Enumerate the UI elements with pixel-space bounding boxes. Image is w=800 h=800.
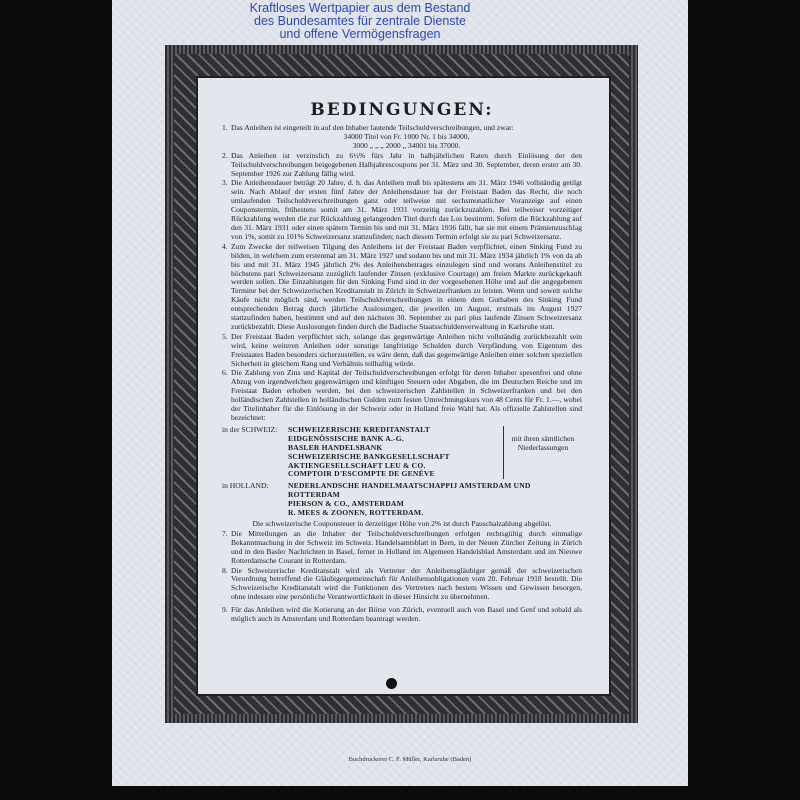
conditions-text (222, 100, 582, 690)
condition-number: 8. (222, 565, 228, 575)
condition-number: 7. (222, 528, 228, 538)
condition-text: Die Mitteilungen an die Inhaber der Teilschuldverschreibungen erfolgen rechtsgültig durch einmalige Bekanntmachung in der Schweiz im Schweiz. Handelsamtsblatt in Bern, in der Neuen Zürcher Zeitung in Zürich und in den Basler Nachrichten in Basel, ferner in Holland im Algemeen Handelsblad Amsterdam und im Nieuwe Rotterdamsche Courant in Rotterdam. (231, 528, 582, 565)
condition-text: Die Schweizerische Kreditanstalt wird als Vertreter der Anleihensgläubiger gemäß der schweizerischen Verordnung betreffend die Gläubigergemeinschaft für Anleihensobligationen vom 20. Februar 1918 bestellt. Die Schweizerische Kreditanstalt wird die Funktionen des Vertreters nach bestem Wissen und Gewissen besorgen, ohne indessen eine persönliche Verantwortlichkeit in dieser Hinsicht zu übernehmen. (231, 565, 582, 602)
branches-note: mit ihren sämtlichen Niederlassungen (503, 426, 582, 479)
bank-name: SCHWEIZERISCHE KREDITANSTALT (288, 424, 430, 434)
condition-text: Zum Zwecke der teilweisen Tilgung des Anleihens ist der Freistaat Baden verpflichtet, einen Sinking Fund zu bilden, in welchem zum erstenmal am 31. März 1927 und sodann bis und mit 31. März 1934 jährlich 1% von da ab bis und mit 31. März 1945 jährlich 2% des Anleihensbetrages einzulegen sind und worans Anleihenstitel zu höchstens pari Schweizersanz zuzüglich laufender Zinsen (exklusive Courtage) am freien Markte zurückgekauft werden sollen. Die Einzahlungen für den Sinking Fund sind in der vorgesehenen Höhe und auf die angegebenen Termine bei der Schweizerischen Kreditanstalt in Zürich in Schweizerfranken zu leisten. Wenn und soweit solche Käufe nicht möglich sind, werden Teilschuldverschreibungen in einem dem Guthaben des Sinking Fund entsprechenden Betrag durch jährliche Auslosungen, die jeweilen im August, erstmals im August 1927 stattzufinden haben, bestimmt und auf den nächsten 30. September zu pari plus laufende Zinsen Schweizersanz zurückbezahlt. Diese Auslosungen finden durch die Badische Staatsschuldenverwaltung in Karlsruhe statt. (231, 241, 582, 331)
bank-list (288, 482, 582, 518)
condition-text: Der Freistaat Baden verpflichtet sich, solange das gegenwärtige Anleihen nicht vollständig zurückbezahlt sein wird, keine weiteren Anleihen oder sonstige langfristige Schulden durch Verpfändung von Eigentum des Freistaates Baden besonders sicherzustellen, es wäre denn, daß das gegenwärtige Anleihen einer solchen speziellen Sicherheit in gleichem Rang und Verhältnis teilhaftig würde. (231, 331, 582, 368)
tranche-line: 3000 „ „ „ 2000 „ 34001 bis 37000. (352, 140, 461, 150)
document-title: BEDINGUNGEN: (310, 100, 494, 120)
bank-name: NEDERLANDSCHE HANDELMAATSCHAPPIJ AMSTERDAM UND ROTTERDAM (288, 481, 531, 500)
bank-name: SCHWEIZERISCHE BANKGESELLSCHAFT (288, 451, 450, 461)
condition-item-2 (222, 152, 582, 179)
condition-number: 1. (222, 123, 228, 132)
stamp-line-1: Kraftloses Wertpapier aus dem Bestand (249, 1, 471, 15)
condition-item-9 (222, 606, 582, 624)
condition-item-1 (222, 124, 582, 151)
bank-name: EIDGENÖSSISCHE BANK A.-G. (288, 433, 404, 443)
condition-text: Für das Anleihen wird die Kotierung an der Börse von Zürich, eventuell auch von Basel und Genf und sobald als möglich auch in Amsterdam und Rotterdam beantragt werden. (231, 605, 582, 624)
condition-text: Die Anleihensdauer beträgt 20 Jahre, d. h. das Anleihen muß bis spätestens am 31. März 1946 vollständig getilgt sein. Nach Ablauf der ersten fünf Jahre der Anleihensdauer hat der Freistaat Baden das Recht, die noch umlaufenden Teilschuldverschreibungen ganz oder teilweise mit sechsmonatlicher Voranzeige auf einen Couponstermin, frühestens somit am 31. März 1931 vorzeitig zurückzuzahlen. Bei teilweiser vorzeitiger Rückzahlung werden die zur Rückzahlung gelangenden Titel durch das Los bestimmt. Sofern die Rückzahlung auf den 31. März 1931 oder einen spätern Termin bis und mit 31. März 1936 fällt, hat sie mit einem Prämienzuschlag von 1%, somit zu 101% Schweizersanz stattzufinden; nach diesem Termin erfolgt sie zu pari Schweizersanz. (231, 178, 582, 241)
paying-agents-switzerland (222, 426, 582, 479)
paying-agents-holland (222, 482, 582, 518)
bank-name: COMPTOIR D'ESCOMPTE DE GENÈVE (288, 469, 435, 479)
condition-item-3 (222, 179, 582, 241)
condition-item-8 (222, 567, 582, 603)
tranche-line: 34000 Titel von Fr. 1000 Nr. 1 bis 34000, (343, 131, 470, 141)
condition-text: Die Zahlung von Zins und Kapital der Teilschuldverschreibungen erfolgt für deren Inhaber spesenfrei und ohne Abzug von irgendwelchen gegenwärtigen und künftigen Steuern oder Abgaben, die im Deutschen Reiche und im Freistaat Baden erhoben werden, bei den schweizerischen Zahlstellen in Schweizerfranken und bei den holländischen Zahlstellen in holländischen Gulden zum festen Umrechnungskurs von 48 Cents für Fr. 1.—, wobei der Titelinhaber für die Einlösung in der Schweiz oder in Holland freie Wahl hat. Als offizielle Zahlstellen sind bezeichnet: (231, 368, 582, 422)
condition-item-6 (222, 369, 582, 422)
bank-name: R. MEES & ZOONEN, ROTTERDAM. (288, 508, 424, 518)
condition-item-5 (222, 333, 582, 369)
bank-name: BASLER HANDELSBANK (288, 442, 383, 452)
printer-imprint: Buchdruckerei C. F. Müller, Karlsruhe (Baden) (348, 756, 472, 763)
condition-number: 6. (222, 368, 228, 378)
coupon-tax-note: Die schweizerische Couponsteuer in derzeitiger Höhe von 2% ist durch Pauschalzahlung abgelöst. (252, 518, 552, 528)
bank-name: AKTIENGESELLSCHAFT LEU & CO. (288, 460, 426, 470)
stamp-line-3: und offene Vermögensfragen (279, 27, 441, 41)
country-label: in HOLLAND: (222, 481, 269, 491)
condition-item-4 (222, 243, 582, 332)
condition-text: Das Anleihen ist verzinslich zu 6½% fürs Jahr in halbjährlichen Raten durch Einlösung der den Teilschuldverschreibungen beigegebenen Halbjahrescoupons per 31. März und 30. September, deren erster am 30. September 1926 zur Zahlung fällig wird. (231, 150, 582, 178)
condition-number: 4. (222, 241, 228, 251)
condition-item-7 (222, 530, 582, 566)
condition-text: Das Anleihen ist eingeteilt in auf den Inhaber lautende Teilschuldverschreibungen, und zwar: (231, 123, 514, 132)
condition-number: 2. (222, 150, 228, 160)
country-label: in der SCHWEIZ: (222, 424, 278, 434)
bank-name: PIERSON & CO., AMSTERDAM (288, 499, 404, 509)
cancellation-stamp (200, 2, 520, 41)
bank-list (288, 426, 503, 479)
condition-number: 5. (222, 331, 228, 341)
condition-number: 3. (222, 178, 228, 188)
punch-hole-cancellation (386, 678, 397, 689)
condition-number: 9. (222, 605, 228, 615)
stamp-line-2: des Bundesamtes für zentrale Dienste (254, 14, 466, 28)
